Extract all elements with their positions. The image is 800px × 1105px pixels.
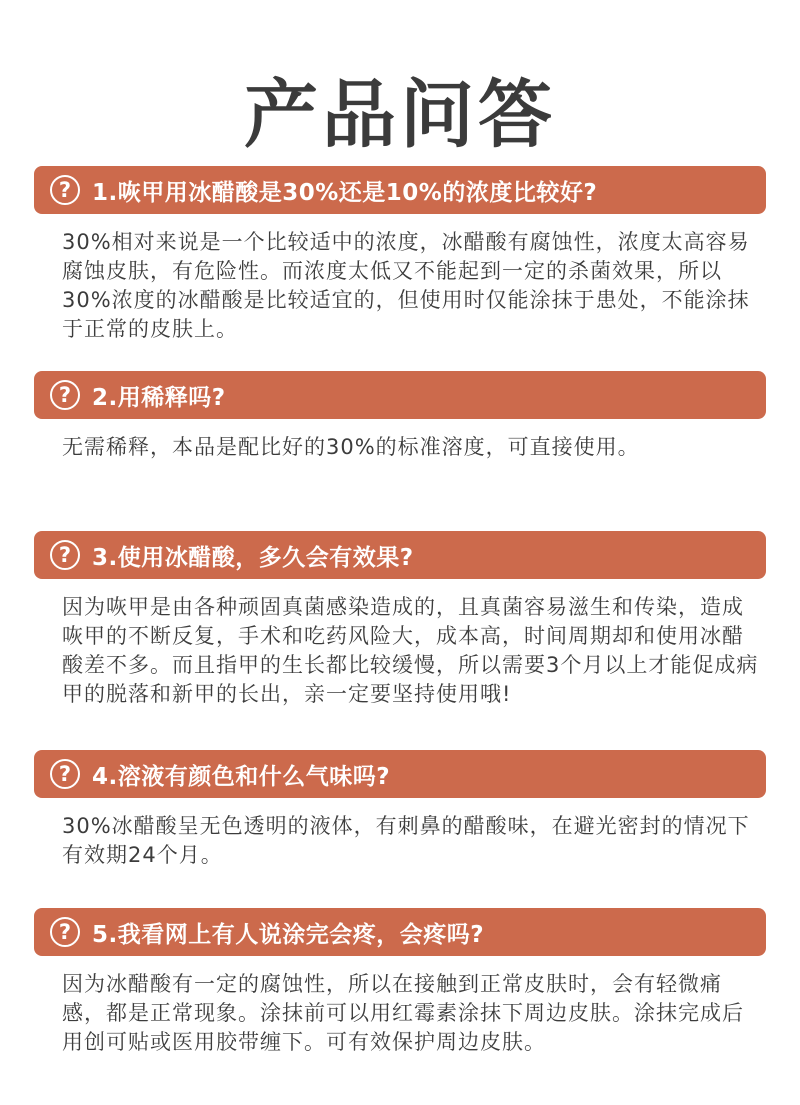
question-text: 5.我看网上有人说涂完会疼，会疼吗? — [92, 921, 485, 948]
answer-text: 30%冰醋酸呈无色透明的液体，有刺鼻的醋酸味，在避光密封的情况下有效期24个月。 — [62, 814, 750, 867]
question-text: 3.使用冰醋酸，多久会有效果? — [92, 544, 414, 571]
question-bar — [34, 166, 766, 214]
question-bar — [34, 908, 766, 956]
qa-item-1 — [34, 166, 766, 344]
question-circle-icon: ? — [50, 175, 80, 205]
answer-text: 因为冰醋酸有一定的腐蚀性，所以在接触到正常皮肤时，会有轻微痛感，都是正常现象。涂抹前可以用红霉素涂抹下周边皮肤。涂抹完成后用创可贴或医用胶带缠下。可有效保护周边皮肤。 — [62, 972, 744, 1054]
question-circle-icon: ? — [50, 540, 80, 570]
question-text: 1.咴甲用冰醋酸是30%还是10%的浓度比较好? — [92, 179, 598, 206]
answer-text: 30%相对来说是一个比较适中的浓度，冰醋酸有腐蚀性，浓度太高容易腐蚀皮肤，有危险性。而浓度太低又不能起到一定的杀菌效果，所以30%浓度的冰醋酸是比较适宜的，但使用时仅能涂抹于患处，不能涂抹于正常的皮肤上。 — [62, 230, 750, 341]
qa-item-3 — [34, 531, 766, 709]
question-bar — [34, 750, 766, 798]
question-circle-icon: ? — [50, 917, 80, 947]
answer-text: 无需稀释，本品是配比好的30%的标准溶度，可直接使用。 — [62, 435, 640, 459]
question-text: 4.溶液有颜色和什么气味吗? — [92, 763, 391, 790]
qa-item-5 — [34, 908, 766, 1057]
question-circle-icon: ? — [50, 380, 80, 410]
qa-item-2 — [34, 371, 766, 462]
qa-item-4 — [34, 750, 766, 870]
question-bar — [34, 371, 766, 419]
answer-text: 因为咴甲是由各种顽固真菌感染造成的，且真菌容易滋生和传染，造成咴甲的不断反复，手术和吃药风险大，成本高，时间周期却和使用冰醋酸差不多。而且指甲的生长都比较缓慢，所以需要3个月以上才能促成病甲的脱落和新甲的长出，亲一定要坚持使用哦! — [62, 595, 759, 706]
question-text: 2.用稀释吗? — [92, 384, 226, 411]
question-circle-icon: ? — [50, 759, 80, 789]
page-title: 产品问答 — [244, 72, 556, 158]
question-bar — [34, 531, 766, 579]
